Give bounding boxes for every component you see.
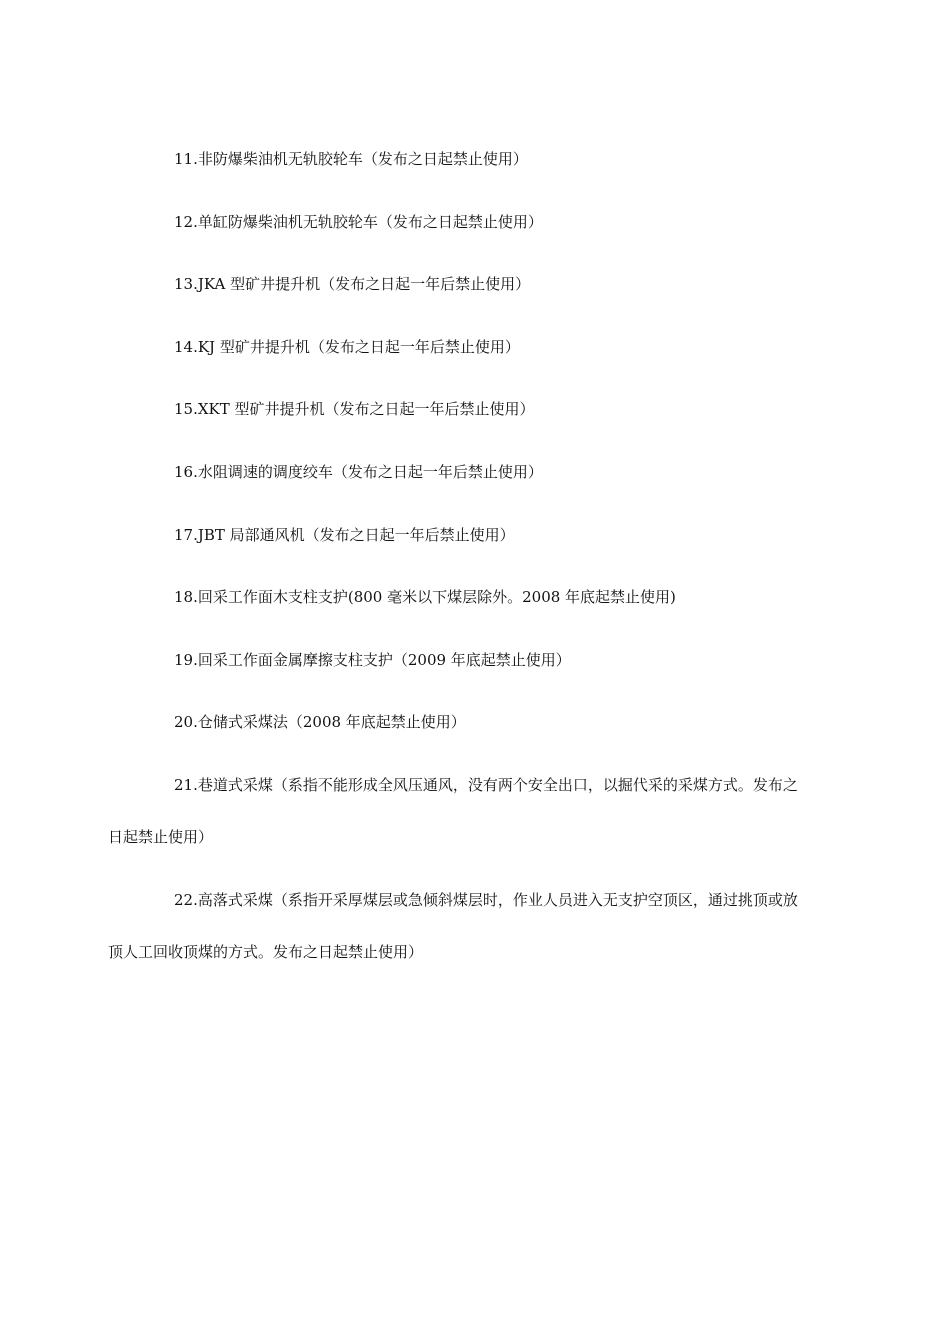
list-item: 11.非防爆柴油机无轨胶轮车（发布之日起禁止使用） [174, 150, 528, 168]
list-item-line: 日起禁止使用） [108, 827, 214, 846]
list-item: 20.仓储式采煤法（2008 年底起禁止使用） [174, 713, 466, 732]
list-item [108, 889, 872, 963]
list-item: 13.JKA 型矿井提升机（发布之日起一年后禁止使用） [174, 275, 531, 294]
list-item: 19.回采工作面金属摩擦支柱支护（2009 年底起禁止使用） [174, 650, 571, 669]
list-item: 18.回采工作面木支柱支护(800 毫米以下煤层除外。2008 年底起禁止使用) [174, 588, 676, 607]
list-item: 16.水阻调速的调度绞车（发布之日起一年后禁止使用） [174, 462, 543, 481]
list-item-line: 顶人工回收顶煤的方式。发布之日起禁止使用） [108, 942, 424, 961]
document-body [108, 148, 872, 1003]
list-item: 15.XKT 型矿井提升机（发布之日起一年后禁止使用） [174, 400, 535, 419]
list-item: 17.JBT 局部通风机（发布之日起一年后禁止使用） [174, 525, 515, 544]
list-item: 14.KJ 型矿井提升机（发布之日起一年后禁止使用） [174, 337, 520, 356]
list-item: 12.单缸防爆柴油机无轨胶轮车（发布之日起禁止使用） [174, 212, 543, 231]
list-item-line: 21.巷道式采煤（系指不能形成全风压通风，没有两个安全出口，以掘代采的采煤方式。发布之 [174, 775, 798, 794]
list-item-line: 22.高落式采煤（系指开采厚煤层或急倾斜煤层时，作业人员进入无支护空顶区，通过挑顶或放 [174, 890, 798, 909]
list-item [108, 774, 872, 848]
